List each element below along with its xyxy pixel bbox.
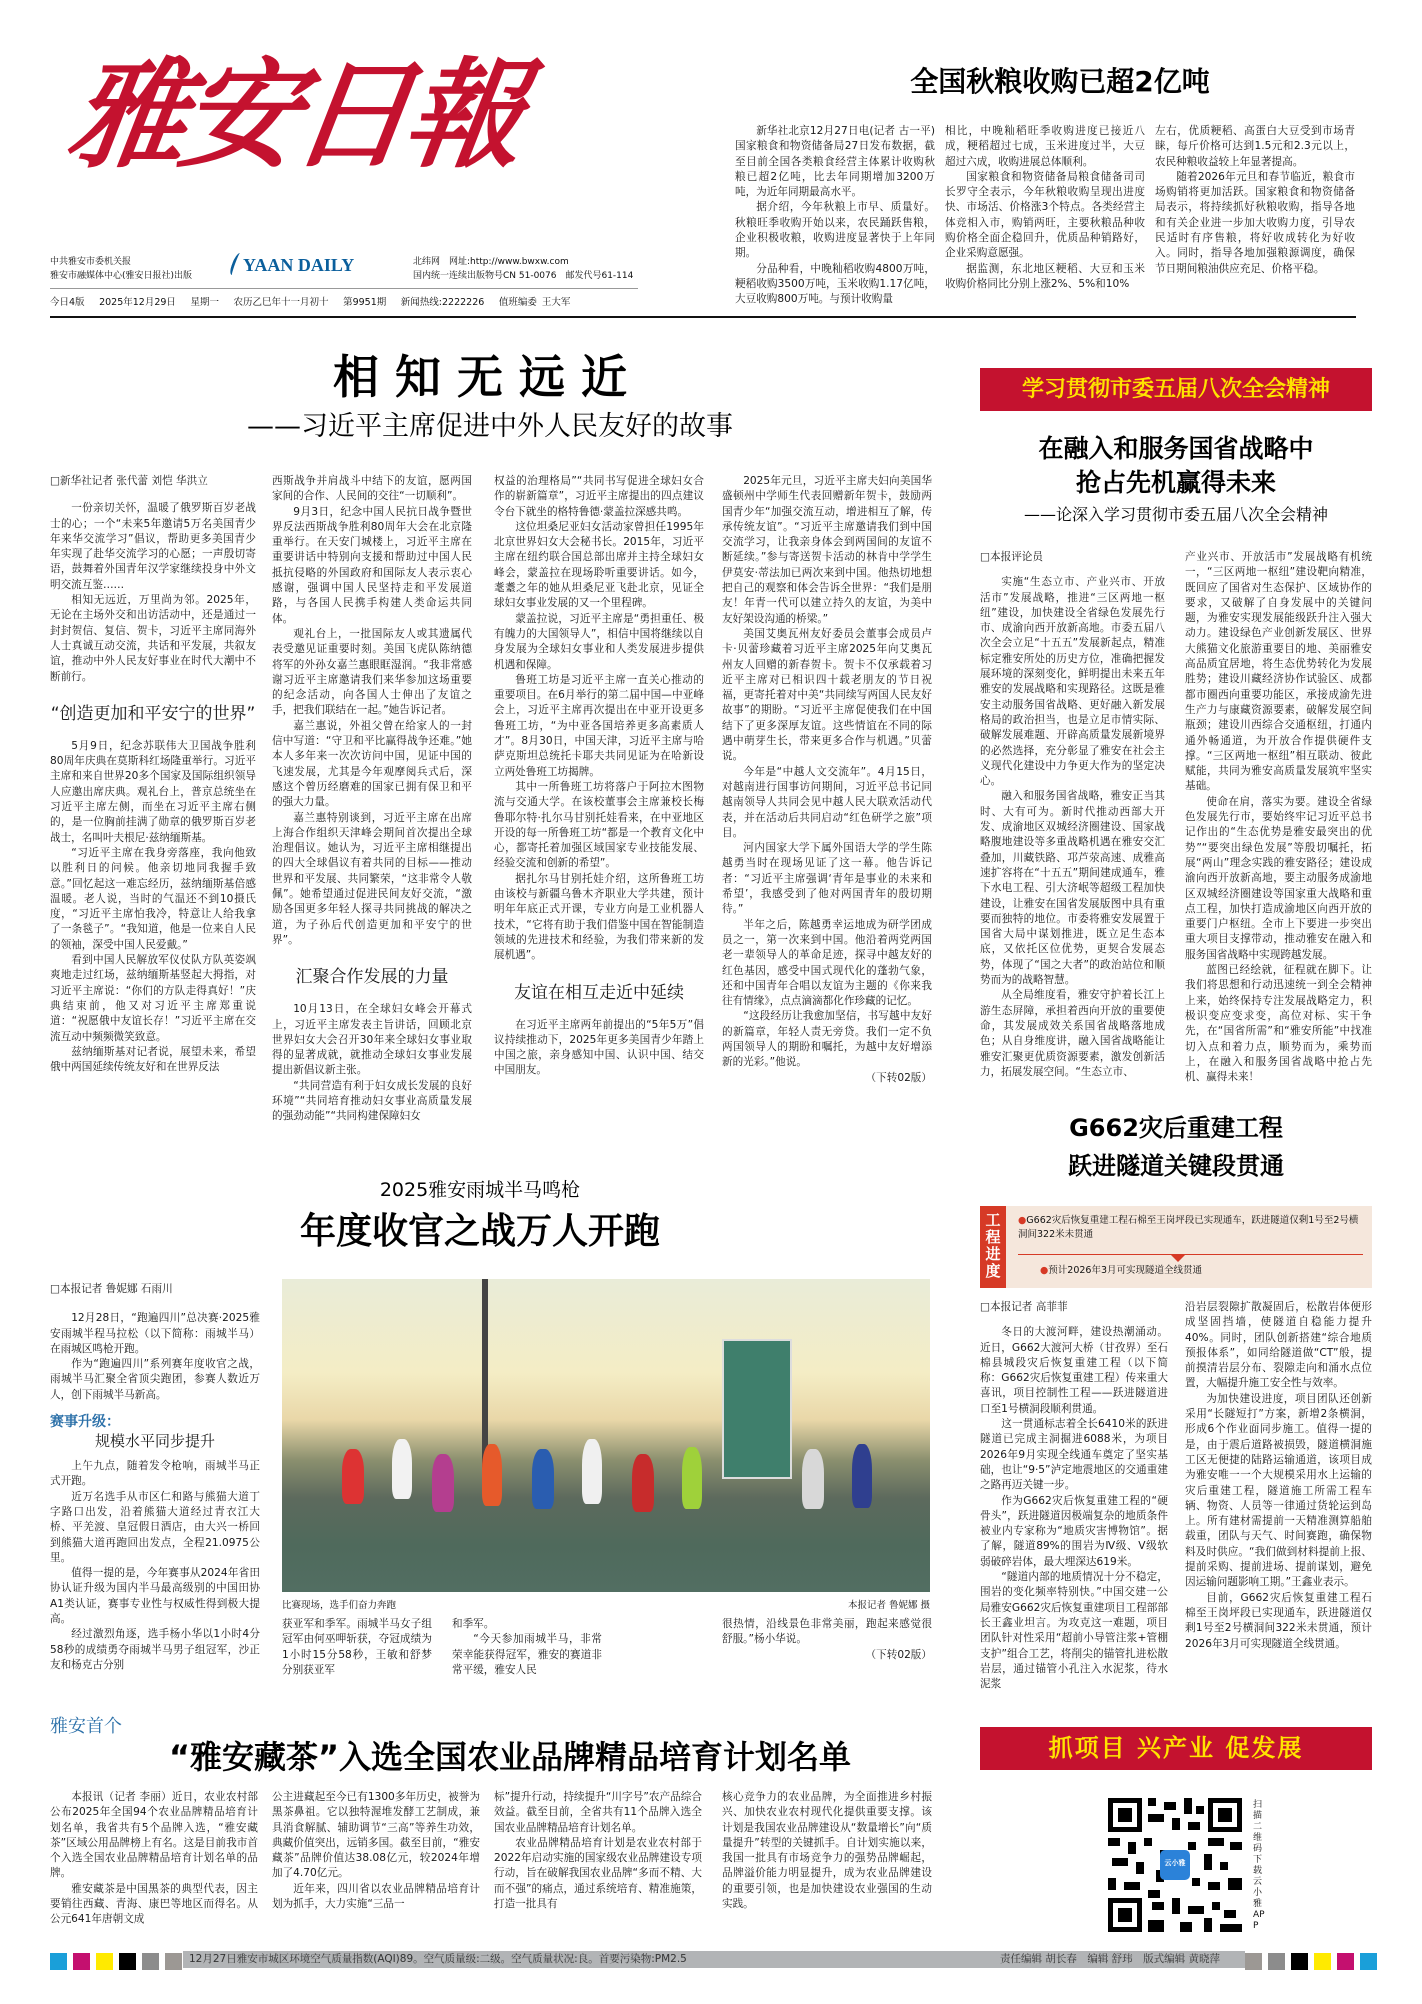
paragraph: 相知无远近，万里尚为邻。2025年，无论在主场外交和出访活动中，还是通过一封封贺信、复信、贺卡，习近平主席同海外人士真诚互动交流，共话和平发展，共叙友谊，推动中外人民友好事业在时代大潮中不断前行。 [50, 594, 256, 683]
paragraph: “共同营造有利于妇女成长发展的良好环境”“共同培育推动妇女事业高质量发展的强劲动能”“共同构建保障妇女 [272, 1079, 472, 1123]
publisher-line-1: 中共雅安市委机关报 [50, 257, 132, 267]
gray-swatch [142, 1953, 159, 1970]
paragraph: 融入和服务国省战略，雅安正当其时、大有可为。新时代推动西部大开发、成渝地区双城经济圈建设、国家战略腹地建设等多重战略机遇在雅安交汇叠加，川藏铁路、邛芦荥高速、成雅高速扩容将在“十五五”期间建成通车，雅下水电工程、引大济岷等超级工程加快建设，让雅安在国省发展版图中具有重要而独特的地位。市委将雅安发展置于国省大局中谋划推进，既立足生态本底，又依托区位优势，更契合发展态势，体现了“国之大者”的政治站位和顺势而为的战略智慧。 [980, 790, 1165, 987]
g662-title-1: G662灾后重建工程 [1069, 1114, 1283, 1142]
black-swatch [119, 1953, 136, 1970]
paragraph: 新华社北京12月27日电(记者 古一平)国家粮食和物资储备局27日发布数据，截至目前全国各类粮食经营主体累计收购秋粮已超2亿吨，比去年同期增加3200万吨，为近年同期最高水平。 [735, 125, 935, 199]
tea-headline: “雅安藏茶”入选全国农业品牌精品培育计划名单 [168, 1738, 852, 1776]
paragraph: 随着2026年元旦和春节临近，粮食市场购销将更加活跃。国家粮食和物资储备局表示，将持续抓好秋粮收购，指导各地和有关企业进一步加大收购力度，引导农民适时有序售粮，将好收成转化为好收入。同时，指导各地加强粮源调度，确保节日期间粮油供应充足、价格平稳。 [1155, 170, 1355, 275]
paragraph: 10月13日，在全球妇女峰会开幕式上，习近平主席发表主旨讲话，回顾北京世界妇女大会召开30年来全球妇女事业取得的显著成就，就推动全球妇女事业发展提出新倡议新主张。 [272, 1003, 472, 1077]
issue-date: 2025年12月29日 [99, 297, 176, 308]
publisher-info [50, 255, 192, 283]
paragraph: “习近平主席在我身旁落座，我向他致以胜利日的问候。他亲切地同我握手致意。”回忆起这一难忘经历，兹纳缅斯基倍感温暖。老人说，当时的气温还不到10摄氏度，“习近平主席怕我冷，特意让人给我拿了一条毯子”。“我知道，他是一位来自人民的领袖，深受中国人民爱戴。” [50, 846, 256, 951]
tea-col-3 [494, 1790, 702, 1930]
paragraph: 兹纳缅斯基对记者说，展望未来，希望俄中两国延续传统友好和在世界反法 [50, 1045, 256, 1074]
warm-gray-swatch [1245, 1953, 1262, 1970]
paragraph: 农业品牌精品培育计划是农业农村部于2022年启动实施的国家级农业品牌建设专项行动，旨在破解我国农业品牌“多而不精、大而不强”的痛点，通过系统培育、精准施策，打造一批具有 [494, 1836, 702, 1911]
paragraph: 蒙盖拉说，习近平主席是“勇担重任、极有魄力的大国领导人”，相信中国将继续以自身发展为全球妇女事业和人类发展进步提供机遇和保障。 [494, 612, 704, 671]
paragraph: 从全局维度看，雅安守护着长江上游生态屏障，承担着西向开放的重要使命，其发展成效关系国省战略落地成色；从自身维度讲，融入国省战略能让雅安汇聚更优质资源要素，激发创新活力，拓展发展空间。“生态立市、 [980, 989, 1165, 1078]
progress-divider [1018, 1254, 1363, 1255]
paragraph: 使命在肩，落实为要。建设全省绿色发展先行市，要始终牢记习近平总书记作出的“生态优势是雅安最突出的优势”“要突出绿色发展”等殷切嘱托，拓展“两山”理念实践的雅安路径；建设成渝向西开放新高地，要主动服务成渝地区双城经济圈建设等国家重大战略和重点工程，加快打造成渝地区向西开放的重要门户枢纽。全市上下要进一步突出重大项目支撑带动，推动雅安在融入和服务国省战略中实现跨越发展。 [1185, 795, 1372, 961]
tea-col-4 [722, 1790, 932, 1930]
duty-editor: 值班编委 王大军 [498, 297, 571, 308]
paragraph: 这一贯通标志着全长6410米的跃进隧道已完成主洞掘进6088米，为项目2026年9月实现全线通车奠定了坚实基础，也让“9·5”泸定地震地区的交通重建之路再迈关键一步。 [980, 1418, 1168, 1492]
color-registration-left [50, 1951, 188, 1968]
progress-tag: 工程进度 [980, 1206, 1006, 1288]
arrow-down-icon [1170, 1254, 1186, 1262]
lead-subtitle: ——习近平主席促进中外人民友好的故事 [247, 411, 733, 442]
lead-col-1 [50, 474, 256, 1164]
section-heading: “创造更加和平安宁的世界” [50, 703, 256, 724]
tea-col-1 [50, 1790, 258, 1930]
paragraph: 作为“跑遍四川”系列赛年度收官之战，雨城半马汇聚全省顶尖跑团，参赛人数近万人，创下雨城半马新高。 [50, 1358, 260, 1401]
warm-gray-swatch [165, 1953, 182, 1970]
english-logo [232, 253, 354, 276]
editors-bar: 责任编辑 胡长春 编辑 舒玮 版式编辑 黄晓萍 [975, 1951, 1245, 1968]
paragraph: 西斯战争并肩战斗中结下的友谊，愿两国家间的合作、人民间的交往“一切顺利”。 [272, 475, 472, 503]
black-swatch [1291, 1953, 1308, 1970]
paragraph: 很热情，沿线景色非常美丽，跑起来感觉很舒服。”杨小华说。 [722, 1618, 932, 1646]
magenta-swatch [73, 1953, 90, 1970]
magenta-swatch [1337, 1953, 1354, 1970]
progress-text: G662灾后恢复重建工程石棉至王岗坪段已实现通车，跃进隧道仅剩1号至2号横洞间322米未贯通 [1018, 1215, 1359, 1240]
marathon-headline: 年度收官之战万人开跑 [299, 1211, 660, 1252]
paragraph: 2025年元旦，习近平主席夫妇向美国华盛顿州中学师生代表回赠新年贺卡，鼓励两国青少年“加强交流互动，增进相互了解，传承传统友谊”。“习近平主席邀请我们到中国交流学习，让我亲身体会到两国间的友谊不断延续。”参与寄送贺卡活动的林肯中学学生伊莫安·蒂法加已两次来到中国。他热切地想把自己的观察和体会告诉全世界：“我们是朋友！年青一代可以建立持久的友谊，为美中友好架设沟通的桥梁。” [722, 475, 932, 625]
gray-swatch [1268, 1953, 1285, 1970]
progress-item-2 [1040, 1264, 1360, 1278]
grain-headline: 全国秋粮收购已超2亿吨 [910, 65, 1210, 98]
marathon-col-1 [50, 1282, 260, 1692]
grain-col-3 [1155, 124, 1355, 275]
page-count: 今日4版 [50, 297, 85, 308]
qr-app-logo: 云小雅 [1164, 1859, 1186, 1867]
paragraph: 9月3日，纪念中国人民抗日战争暨世界反法西斯战争胜利80周年大会在北京隆重举行。在天安门城楼上，习近平主席在重要讲话中特别向支援和帮助过中国人民抵抗侵略的外国政府和国际友人表示衷心感谢，强调中国人民坚持走和平发展道路，与各国人民携手构建人类命运共同体。 [272, 505, 472, 625]
paragraph: 权益的治理格局”“共同书写促进全球妇女合作的崭新篇章”，习近平主席提出的四点建议令台下就坐的格特鲁德·蒙盖拉深感共鸣。 [494, 475, 704, 518]
section-heading: 友谊在相互走近中延续 [514, 982, 684, 1003]
project-banner: 抓项目 兴产业 促发展 [980, 1727, 1372, 1770]
plenary-banner: 学习贯彻市委五届八次全会精神 [980, 368, 1372, 411]
publication-info [413, 255, 633, 283]
paragraph: 标”提升行动，持续提升“川字号”农产品综合效益。截至目前，全省共有11个品牌入选全国农业品牌精品培育计划名单。 [494, 1791, 702, 1834]
lead-col-2 [272, 474, 472, 1164]
paragraph: 值得一提的是，今年赛事从2024年省田协认证升级为国内半马最高级别的中国田协A1类认证，赛事专业性与权威性得到极大提高。 [50, 1567, 260, 1626]
marathon-col-3 [452, 1617, 602, 1676]
lead-col-4 [722, 474, 932, 1164]
section-label: 赛事升级： [50, 1414, 120, 1431]
section-heading: 规模水平同步提升 [94, 1432, 215, 1451]
qr-code[interactable] [1108, 1798, 1242, 1932]
paragraph: 产业兴市、开放活市”发展战略有机统一，“三区两地一枢纽”建设靶向精准，既回应了国省对生态保护、区域协作的要求，又破解了自身发展中的关键问题，为雅安实现发展能级跃升注入强大动力。建设绿色产业创新发展区、世界大熊猫文化旅游重要目的地、美丽雅安高品质宜居地，将生态优势转化为发展胜势；建设川藏经济协作试验区、成都都市圈西向重要功能区，承接成渝先进生产力与康藏资源要素，破解发展空间瓶颈；建设川西综合交通枢纽，打通内通外畅通道，为开放合作提供硬件支撑。“三区两地一枢纽”相互联动、彼此赋能，共同为雅安高质量发展筑牢坚实基础。 [1185, 551, 1372, 793]
marathon-photo [282, 1279, 930, 1592]
logo-mark-icon [228, 253, 244, 275]
paragraph: “这段经历让我愈加坚信，书写越中友好的新篇章，年轻人责无旁贷。我们一定不负两国领导人的期盼和嘱托，为越中友好增添新的光彩。”他说。 [722, 1010, 932, 1069]
publisher-line-2: 雅安市融媒体中心(雅安日报社)出版 [50, 271, 193, 281]
paragraph: 左右，优质粳稻、高蛋白大豆受到市场青睐，每斤价格可达到1.5元和2.3元以上，农民种粮收益较上年显著提高。 [1155, 125, 1355, 168]
air-quality-bar: 12月27日雅安市城区环境空气质量指数(AQI)89。空气质量级:二级。空气质量状况:良。首要污染物:PM2.5 [183, 1951, 980, 1968]
lead-col-3 [494, 474, 704, 1164]
paragraph: 冬日的大渡河畔，建设热潮涌动。近日，G662大渡河大桥（甘孜界）至石棉县城段灾后恢复重建工程（以下简称：G662灾后恢复重建工程）传来重大喜讯，项目控制性工程——跃进隧道进口至1号横洞段顺利贯通。 [980, 1326, 1168, 1415]
paragraph: 看到中国人民解放军仪仗队方队英姿飒爽地走过红场，兹纳缅斯基竖起大拇指，对习近平主席说：“你们的方队走得真好！”庆典结束前，他又对习近平主席郑重说道：“祝愿俄中友谊长存！”习近平主席在交流互动中频频微笑致意。 [50, 954, 256, 1043]
byline: □本报记者 高菲菲 [980, 1301, 1068, 1313]
progress-text: 预计2026年3月可实现隧道全线贯通 [1048, 1265, 1203, 1276]
paragraph: 嘉兰惠说，外祖父曾在给家人的一封信中写道：“守卫和平比赢得战争还难。”她本人多年来一次次访问中国，见证中国的飞速发展，尤其是今年观摩阅兵式后，深感这个曾历经磨难的国家已拥有保卫和平的强大力量。 [272, 719, 472, 809]
g662-col-2 [1185, 1300, 1372, 1710]
marathon-col-2 [282, 1617, 432, 1676]
paragraph: “隧道内部的地质情况十分不稳定，围岩的变化频率特别快。”中国交建一公局雅安G662灾后恢复重建项目工程部部长王鑫业坦言。为攻克这一难题，项目团队针对性采用“超前小导管注浆+管棚支护”组合工艺，将削尖的锚管扎进松散岩层，通过锚管小孔注入水泥浆，待水泥浆 [980, 1571, 1168, 1691]
yellow-swatch [1314, 1953, 1331, 1970]
continued-note: （下转02版） [865, 1071, 932, 1084]
paragraph: 其中一所鲁班工坊将落户于阿拉木图物流与交通大学。在该校董事会主席兼校长梅鲁耶尔特·扎尔马甘别托娃看来，在中亚地区开设的每一所鲁班工坊“都是一个教育文化中心，都寄托着加强区域国家专业技能发展、经验交流和创新的希望”。 [494, 780, 704, 870]
paragraph: 美国艾奥瓦州友好委员会董事会成员卢卡·贝蕾珍藏着习近平主席2025年向艾奥瓦州友人回赠的新春贺卡。贺卡不仅承载着习近平主席对已相识四十载老朋友的节日祝福，更寄托着对中美“共同续写两国人民友好故事”的期盼。“习近平主席促使我们在中国结下了更多深厚友谊。这些情谊在不同的际遇中萌芽生长，带来更多合作与机遇。”贝蕾说。 [722, 627, 932, 763]
paragraph: 嘉兰惠特别谈到，习近平主席在出席上海合作组织天津峰会期间首次提出全球治理倡议。她认为，习近平主席相继提出的四大全球倡议有着共同的目标——推动世界和平发展、共同繁荣，“这非常令人敬佩”。她希望通过促进民间友好交流，“激励各国更多年轻人探寻共同挑战的解决之道，为子孙后代创造更加和平安宁的世界”。 [272, 811, 472, 946]
editorial-col-2 [1185, 550, 1372, 1084]
photo-credit: 本报记者 鲁妮娜 摄 [847, 1600, 930, 1611]
dateline [50, 294, 570, 308]
masthead-logo: 雅安日報 [60, 45, 528, 184]
editorial-title-2: 抢占先机赢得未来 [1075, 468, 1276, 497]
paragraph: 作为G662灾后恢复重建工程的“硬骨头”，跃进隧道因极端复杂的地质条件被业内专家称为“地质灾害博物馆”。据了解，隧道89%的围岩为Ⅳ级、Ⅴ级软弱破碎岩体，最大埋深达619米。 [980, 1494, 1168, 1568]
paragraph: 经过激烈角逐，选手杨小华以1小时4分58秒的成绩勇夺雨城半马男子组冠军，沙正友和杨克古分别 [50, 1628, 260, 1671]
paragraph: 和季军。 [452, 1618, 495, 1630]
paragraph: 在习近平主席两年前提出的“5年5万”倡议持续推动下，2025年更多美国青少年踏上中国之旅，亲身感知中国、认识中国、结交中国朋友。 [494, 1018, 704, 1077]
paragraph: 观礼台上，一批国际友人或其遗属代表受邀见证重要时刻。美国飞虎队陈纳德将军的外孙女嘉兰惠眼眶湿润。“我非常感谢习近平主席邀请我们来华参加这场重要的纪念活动，向各国人士伸出了友谊之手，把我们联结在一起。”她告诉记者。 [272, 627, 472, 717]
website-line: 北纬网 网址:http://www.bwxw.com [413, 257, 569, 267]
paragraph: 沿岩层裂隙扩散凝固后，松散岩体便形成坚固挡墙，使隧道自稳能力提升40%。同时，团队创新搭建“综合地质预报体系”，如同给隧道做“CT”般，提前摸清岩层分布、裂隙走向和涌水点位置，大幅提升施工安全性与效率。 [1185, 1301, 1372, 1390]
paragraph: 今年是“中越人文交流年”。4月15日，对越南进行国事访问期间，习近平总书记同越南领导人共同会见中越人民大联欢活动代表，并在活动后共同启动“红色研学之旅”项目。 [722, 765, 932, 839]
paragraph: 河内国家大学下属外国语大学的学生陈越勇当时在现场见证了这一幕。他告诉记者：“习近平主席强调‘青年是事业的未来和希望’，我感受到了他对两国青年的殷切期待。” [722, 842, 932, 916]
paragraph: 5月9日，纪念苏联伟大卫国战争胜利80周年庆典在莫斯科红场隆重举行。习近平主席和来自世界20多个国家及国际组织领导人应邀出席庆典。观礼台上，普京总统坐在习近平主席左侧，而坐在习近平主席右侧的，是一位胸前挂满了勋章的俄罗斯百岁老战士，名叫叶夫根尼·兹纳缅斯基。 [50, 739, 256, 844]
paragraph: 12月28日，“跑遍四川”总决赛·2025雅安雨城半程马拉松（以下简称：雨城半马）在雨城区鸣枪开跑。 [50, 1312, 260, 1355]
paragraph: 实施“生态立市、产业兴市、开放活市”发展战略，推进“三区两地一枢纽”建设，加快建设全省绿色发展先行市、成渝向西开放新高地。市委五届八次全会立足“十五五”发展新起点，精准标定雅安所处的历史方位，准确把握发展环境的深刻变化，鲜明提出未来五年雅安的发展战略和实现路径。这既是雅安主动服务国省战略、更好融入新发展格局的政治担当，也是立足市情实际、破解发展难题、开辟高质量发展新境界的必然选择，充分彰显了雅安在社会主义现代化建设中力争更大作为的坚定决心。 [980, 576, 1165, 788]
english-name: YAAN DAILY [243, 255, 355, 275]
paragraph: 分品种看，中晚籼稻收购4800万吨，粳稻收购3500万吨，玉米收购1.17亿吨，大豆收购800万吨。与预计收购量 [735, 262, 935, 306]
paragraph: 据监测，东北地区粳稻、大豆和玉米收购价格同比分别上涨2%、5%和10% [945, 262, 1145, 290]
paragraph: 公主进藏起至今已有1300多年历史，被誉为黑茶鼻祖。它以独特渥堆发酵工艺制成，兼具消食解腻、辅助调节“三高”等养生功效，典藏价值突出，远销多国。截至目前，“雅安藏茶”品牌价值达38.08亿元，较2024年增加了4.70亿元。 [272, 1791, 480, 1880]
lead-headline: 相 知 无 远 近 [332, 350, 628, 404]
paragraph: 据扎尔马甘别托娃介绍，这所鲁班工坊由该校与新疆乌鲁木齐职业大学共建，预计明年年底正式开课，专业方向是工业机器人技术，“它将有助于我们借鉴中国在智能制造领域的先进技术和经验，为我们带来新的发展机遇”。 [494, 872, 704, 962]
cyan-swatch [1360, 1953, 1377, 1970]
paragraph: 近年来，四川省以农业品牌精品培育计划为抓手，大力实施“三品一 [272, 1882, 480, 1911]
issue-number: 第9951期 [343, 297, 387, 308]
paragraph: 近万名选手从市区仁和路与熊猫大道丁字路口出发，沿着熊猫大道经过青衣江大桥、平羌渡、皇冠假日酒店，由大兴一桥回到熊猫大道再跑回出发点，全程21.0975公里。 [50, 1490, 260, 1564]
news-hotline: 新闻热线:2222226 [400, 297, 485, 308]
paragraph: 为加快建设进度，项目团队还创新采用“长隧短打”方案，新增2条横洞，形成6个作业面同步施工。值得一提的是，由于震后道路被损毁，隧道横洞施工区无便捷的陆路运输通道，该项目成为雅安唯一一个大规模采用水上运输的灾后重建工程，隧道施工所需工程车辆、物资、人员等一律通过货轮运到岛上。所有建材需提前一天精准测算船舶载重，团队与天气、时间赛跑，确保物料及时供应。“我们做到材料提前上报、提前采购、提前进场、提前谋划，避免因运输问题影响工期。”王鑫业表示。 [1185, 1392, 1372, 1589]
paragraph: 雅安藏茶是中国黑茶的典型代表，因主要销往西藏、青海、康巴等地区而得名。从公元641年唐朝文成 [50, 1882, 258, 1926]
yellow-swatch [96, 1953, 113, 1970]
grain-col-2 [945, 124, 1145, 290]
tea-kicker: 雅安首个 [50, 1716, 122, 1737]
editorial-subtitle: ——论深入学习贯彻市委五届八次全会精神 [1023, 505, 1328, 524]
section-heading: 汇聚合作发展的力量 [295, 967, 449, 988]
paragraph: 国家粮食和物资储备局粮食储备司司长罗守全表示，今年秋粮收购呈现出进度快、市场活、价格涨3个特点。各类经营主体竞相入市，购销两旺，主要秋粮品种收购价格全面企稳回升，优质品种销路好，企业采购意愿强。 [945, 170, 1145, 260]
photo-caption: 比赛现场，选手们奋力奔跑 [282, 1600, 397, 1611]
paragraph: 相比，中晚籼稻旺季收购进度已接近八成，粳稻超过七成，玉米进度过半，大豆超过六成，收购进展总体顺利。 [945, 125, 1145, 168]
editorial-title-1: 在融入和服务国省战略中 [1038, 434, 1314, 463]
byline: □本报评论员 [980, 551, 1043, 563]
paragraph: 鲁班工坊是习近平主席一直关心推动的重要项目。在6月举行的第二届中国—中亚峰会上，习近平主席再次提出在中亚开设更多鲁班工坊，“为中亚各国培养更多高素质人才”。8月30日，中国天津，习近平主席与哈萨克斯坦总统托卡耶夫共同见证为在哈新设立两处鲁班工坊揭牌。 [494, 673, 704, 778]
paragraph: 一份亲切关怀，温暖了俄罗斯百岁老战士的心；一个“未来5年邀请5万名美国青少年来华交流学习”倡议，帮助更多美国青少年实现了赴华交流学习的心愿；一声殷切寄语，鼓舞着外国青年汉学家继续投身中外文明交流互鉴…… [50, 502, 256, 591]
progress-item-1 [1018, 1214, 1363, 1242]
paragraph: 上午九点，随着发令枪响，雨城半马正式开跑。 [50, 1460, 260, 1488]
g662-title-2: 跃进隧道关键段贯通 [1068, 1152, 1284, 1180]
lunar-date: 农历乙巳年十一月初十 [233, 297, 329, 308]
progress-box [980, 1206, 1372, 1288]
grain-col-1 [735, 124, 935, 306]
paragraph: 目前，G662灾后恢复重建工程石棉至王岗坪段已实现通车，跃进隧道仅剩1号至2号横洞间322米未贯通，预计2026年3月可实现隧道全线贯通。 [1185, 1591, 1372, 1650]
paragraph: 核心竞争力的农业品牌，为全面推进乡村振兴、加快农业农村现代化提供重要支撑。该计划是我国农业品牌建设从“数量增长”向“质量提升”转型的关键抓手。自计划实施以来，我国一批具有市场竞争力的强势品牌崛起，品牌溢价能力明显提升，成为农业品牌建设的重要引领，也是加快建设农业强国的生动实践。 [722, 1791, 932, 1911]
bullet-icon: ● [1018, 1215, 1027, 1226]
qr-caption: 扫描二维码下载云小雅APP [1253, 1800, 1265, 1931]
g662-col-1 [980, 1300, 1168, 1710]
tea-col-2 [272, 1790, 480, 1930]
continued-note: （下转02版） [865, 1648, 932, 1661]
paragraph: 半年之后，陈越勇幸运地成为研学团成员之一，第一次来到中国。他沿着两党两国老一辈领导人的革命足迹，探寻中越友好的红色基因，感受中国式现代化的蓬勃气象，还和中国青年合唱以友谊为主题的《你来我往有情缘》，点点滴滴都化作珍藏的记忆。 [722, 918, 932, 1008]
cn-line: 国内统一连续出版物号CN 51-0076 邮发代号61-114 [413, 271, 634, 281]
paragraph: 本报讯（记者 李丽）近日，农业农村部公布2025年全国94个农业品牌精品培育计划名单，我省共有5个品牌入选，“雅安藏茶”区域公用品牌榜上有名。这是目前我市首个入选全国农业品牌精品培育计划名单的品牌。 [50, 1791, 258, 1880]
paragraph: 蓝图已经绘就，征程就在脚下。让我们将思想和行动迅速统一到全会精神上来，始终保持专注发展战略定力，积极识变应变求变，高位对标、实干争先，在“国省所需”和“雅安所能”中找准切入点和着力点，顺势而为，乘势而上，在融入和服务国省战略中抢占先机、赢得未来！ [1185, 964, 1372, 1084]
byline: □新华社记者 张代蕾 刘恺 华洪立 [50, 475, 208, 487]
paragraph: 据介绍，今年秋粮上市早、质量好。秋粮旺季收购开始以来，农民踊跃售粮，企业积极收粮，收购进度显著快于上年同期。 [735, 201, 935, 260]
event-banner [722, 1339, 792, 1479]
paragraph: 获亚军和季军。雨城半马女子组冠军由何巫呷斩获，夺冠成绩为1小时15分58秒，王敏和舒梦分别获亚军 [282, 1618, 432, 1676]
byline: □本报记者 鲁妮娜 石雨川 [50, 1283, 173, 1295]
color-registration-right [1245, 1951, 1377, 1968]
bullet-icon: ● [1040, 1265, 1049, 1276]
paragraph: “今天参加雨城半马，非常荣幸能获得冠军，雅安的赛道非常平缓，雅安人民 [452, 1633, 602, 1676]
editorial-col-1 [980, 550, 1165, 1078]
cyan-swatch [50, 1953, 67, 1970]
weekday: 星期一 [190, 297, 219, 308]
marathon-kicker: 2025雅安雨城半马鸣枪 [379, 1179, 581, 1201]
paragraph: 这位坦桑尼亚妇女活动家曾担任1995年北京世界妇女大会秘书长。2015年，习近平主席在纽约联合国总部出席并主持全球妇女峰会，蒙盖拉在现场聆听重要讲话。如今，耄耋之年的她从坦桑尼亚飞赴北京，见证全球妇女事业发展的又一个里程碑。 [494, 520, 704, 610]
marathon-col-4 [722, 1617, 932, 1667]
